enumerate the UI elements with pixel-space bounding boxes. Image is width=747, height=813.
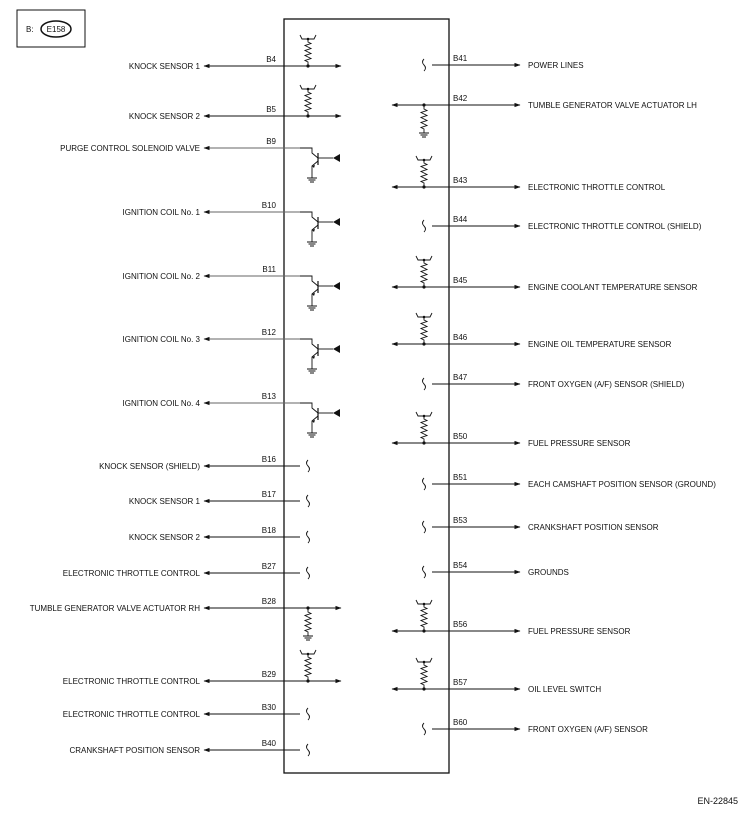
ground-icon xyxy=(307,369,317,373)
junction-dot xyxy=(422,441,425,444)
pin-number: B27 xyxy=(261,562,276,571)
ground-icon xyxy=(303,636,313,640)
ground-icon xyxy=(307,306,317,310)
pin-label: IGNITION COIL No. 3 xyxy=(122,335,200,344)
pin-label: KNOCK SENSOR 2 xyxy=(128,533,200,542)
left-pin-b4 xyxy=(129,35,341,71)
wire-break-icon xyxy=(307,460,310,472)
pin-number: B18 xyxy=(261,526,276,535)
pin-number: B13 xyxy=(261,392,276,401)
pin-label: POWER LINES xyxy=(528,61,584,70)
pin-number: B47 xyxy=(453,373,468,382)
transistor-emitter xyxy=(312,161,318,178)
right-pin-b46 xyxy=(392,313,672,349)
left-pin-b40 xyxy=(69,739,309,756)
pin-label: IGNITION COIL No. 2 xyxy=(122,272,200,281)
left-pin-b5 xyxy=(129,85,341,121)
left-pin-b30 xyxy=(63,703,310,720)
pin-label: ELECTRONIC THROTTLE CONTROL xyxy=(62,710,200,719)
pin-number: B10 xyxy=(261,201,276,210)
pin-number: B53 xyxy=(453,516,468,525)
pin-label: FRONT OXYGEN (A/F) SENSOR xyxy=(528,725,648,734)
pin-number: B12 xyxy=(261,328,276,337)
junction-dot xyxy=(306,64,309,67)
transistor-collector xyxy=(300,403,318,413)
right-pin-b56 xyxy=(392,600,631,636)
wire-break-icon xyxy=(423,220,426,232)
pin-number: B56 xyxy=(453,620,468,629)
wire-break-icon xyxy=(423,378,426,390)
footer-code: EN-22845 xyxy=(697,796,738,806)
pin-number: B5 xyxy=(266,105,276,114)
wire-break-icon xyxy=(307,708,310,720)
pin-number: B30 xyxy=(261,703,276,712)
pin-number: B11 xyxy=(262,265,276,274)
pin-number: B17 xyxy=(261,490,276,499)
pin-label: KNOCK SENSOR (SHIELD) xyxy=(99,462,200,471)
pin-label: FRONT OXYGEN (A/F) SENSOR (SHIELD) xyxy=(528,380,685,389)
ground-icon xyxy=(419,133,429,137)
right-pin-b44 xyxy=(423,215,702,232)
pin-number: B50 xyxy=(453,432,468,441)
ground-icon xyxy=(307,242,317,246)
pin-number: B51 xyxy=(453,473,468,482)
pin-label: CRANKSHAFT POSITION SENSOR xyxy=(69,746,200,755)
pin-number: B45 xyxy=(453,276,468,285)
pin-label: ENGINE COOLANT TEMPERATURE SENSOR xyxy=(528,283,698,292)
pin-number: B43 xyxy=(453,176,468,185)
junction-dot xyxy=(422,342,425,345)
resistor-icon xyxy=(421,260,427,287)
transistor-collector xyxy=(300,148,318,158)
left-pin-b28 xyxy=(30,597,341,640)
transistor-collector xyxy=(300,339,318,349)
left-pin-b9 xyxy=(60,137,340,182)
right-pin-b42 xyxy=(392,94,697,137)
pin-number: B9 xyxy=(266,137,276,146)
wire-break-icon xyxy=(307,744,310,756)
pin-label: IGNITION COIL No. 1 xyxy=(122,208,200,217)
right-pin-b54 xyxy=(423,561,569,578)
right-pin-b50 xyxy=(392,412,631,448)
pin-label: ELECTRONIC THROTTLE CONTROL xyxy=(528,183,666,192)
pin-label: TUMBLE GENERATOR VALVE ACTUATOR RH xyxy=(29,604,200,613)
pin-number: B28 xyxy=(261,597,276,606)
left-pin-b18 xyxy=(129,526,310,543)
pin-number: B54 xyxy=(453,561,468,570)
connector-tag xyxy=(17,10,85,47)
left-pin-b12 xyxy=(123,328,341,373)
pin-label: KNOCK SENSOR 1 xyxy=(128,497,200,506)
wire-break-icon xyxy=(423,723,426,735)
pin-number: B44 xyxy=(453,215,468,224)
resistor-icon xyxy=(305,654,311,681)
right-pin-b47 xyxy=(423,373,685,390)
pin-label: CRANKSHAFT POSITION SENSOR xyxy=(528,523,659,532)
right-pin-b51 xyxy=(423,473,717,490)
transistor-input-arrow-icon xyxy=(333,218,340,226)
junction-dot xyxy=(422,687,425,690)
left-pin-b27 xyxy=(63,562,310,579)
right-pin-b60 xyxy=(423,718,649,735)
wire-break-icon xyxy=(307,531,310,543)
wire-break-icon xyxy=(423,566,426,578)
pin-label: ENGINE OIL TEMPERATURE SENSOR xyxy=(528,340,672,349)
pin-number: B29 xyxy=(261,670,276,679)
transistor-emitter xyxy=(312,416,318,433)
resistor-icon xyxy=(421,105,427,133)
pin-label: OIL LEVEL SWITCH xyxy=(528,685,602,694)
transistor-input-arrow-icon xyxy=(333,345,340,353)
resistor-icon xyxy=(421,317,427,344)
junction-dot xyxy=(422,629,425,632)
pin-label: ELECTRONIC THROTTLE CONTROL (SHIELD) xyxy=(528,222,702,231)
pin-number: B16 xyxy=(261,455,276,464)
pin-label: KNOCK SENSOR 1 xyxy=(128,62,200,71)
right-pin-b45 xyxy=(392,256,698,292)
resistor-icon xyxy=(421,416,427,443)
transistor-input-arrow-icon xyxy=(333,282,340,290)
pin-number: B4 xyxy=(266,55,276,64)
junction-dot xyxy=(306,679,309,682)
left-pin-b17 xyxy=(129,490,310,507)
wire-break-icon xyxy=(307,567,310,579)
transistor-emitter xyxy=(312,352,318,369)
transistor-emitter xyxy=(312,225,318,242)
resistor-icon xyxy=(305,608,311,636)
junction-dot xyxy=(422,185,425,188)
pin-number: B46 xyxy=(453,333,468,342)
junction-dot xyxy=(306,114,309,117)
wire-break-icon xyxy=(423,521,426,533)
left-pin-b13 xyxy=(123,392,341,437)
transistor-collector xyxy=(300,276,318,286)
resistor-icon xyxy=(305,39,311,66)
connector-prefix: B: xyxy=(26,25,34,34)
transistor-collector xyxy=(300,212,318,222)
pin-number: B60 xyxy=(453,718,468,727)
pin-label: KNOCK SENSOR 2 xyxy=(128,112,200,121)
transistor-input-arrow-icon xyxy=(333,154,340,162)
wire-break-icon xyxy=(423,478,426,490)
pin-label: ELECTRONIC THROTTLE CONTROL xyxy=(62,677,200,686)
wire-break-icon xyxy=(423,59,426,71)
left-pin-b10 xyxy=(123,201,341,246)
resistor-icon xyxy=(421,662,427,689)
resistor-icon xyxy=(421,160,427,187)
wire-break-icon xyxy=(307,495,310,507)
transistor-input-arrow-icon xyxy=(333,409,340,417)
right-pin-b41 xyxy=(423,54,584,71)
pin-number: B57 xyxy=(453,678,468,687)
resistor-icon xyxy=(421,604,427,631)
ground-icon xyxy=(307,433,317,437)
resistor-icon xyxy=(305,89,311,116)
pin-label: ELECTRONIC THROTTLE CONTROL xyxy=(62,569,200,578)
pin-label: FUEL PRESSURE SENSOR xyxy=(528,627,631,636)
left-pin-b29 xyxy=(63,650,341,686)
ground-icon xyxy=(307,178,317,182)
pin-label: IGNITION COIL No. 4 xyxy=(122,399,200,408)
left-pin-b11 xyxy=(123,265,341,310)
pin-number: B40 xyxy=(261,739,276,748)
pin-label: EACH CAMSHAFT POSITION SENSOR (GROUND) xyxy=(528,480,716,489)
right-pin-b53 xyxy=(423,516,659,533)
pin-number: B42 xyxy=(453,94,468,103)
right-pin-b57 xyxy=(392,658,601,694)
pin-number: B41 xyxy=(453,54,468,63)
pins-layer xyxy=(30,35,716,756)
pin-label: FUEL PRESSURE SENSOR xyxy=(528,439,631,448)
pin-label: GROUNDS xyxy=(528,568,569,577)
connector-id: E158 xyxy=(46,25,66,34)
junction-dot xyxy=(422,285,425,288)
right-pin-b43 xyxy=(392,156,666,192)
left-pin-b16 xyxy=(99,455,309,472)
transistor-emitter xyxy=(312,289,318,306)
pin-label: TUMBLE GENERATOR VALVE ACTUATOR LH xyxy=(528,101,697,110)
pin-label: PURGE CONTROL SOLENOID VALVE xyxy=(60,144,200,153)
